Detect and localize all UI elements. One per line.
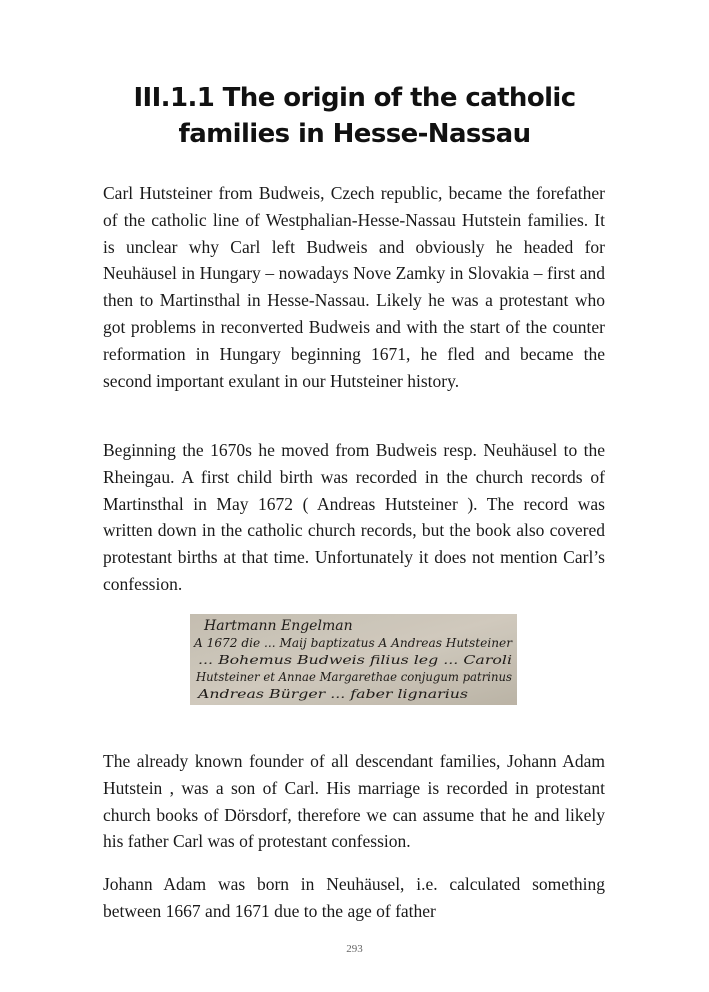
record-line-5: Andreas Bürger ... faber lignarius: [196, 686, 468, 701]
paragraph-carl-origin: Carl Hutsteiner from Budweis, Czech republic, became the forefather of the catholic line of Westphalian-Hesse-Nassau Hutstein families. It is unclear why Carl left Budweis and obviously he headed for Neuhäusel in Hungary – nowadays Nove Zamky in Slovakia – first and then to Martinsthal in Hesse-Nassau. Likely he was a protestant who got problems in reconverted Budweis and with the start of the counter reformation in Hungary beginning 1671, he fled and became the second important exulant in our Hutsteiner history.: [103, 183, 605, 391]
page-number: 293: [346, 943, 363, 955]
record-line-2: A 1672 die ... Maij baptizatus A Andreas Hutsteiner: [193, 635, 513, 650]
record-line-1: Hartmann Engelman: [204, 618, 353, 634]
paragraph-rheingau-move: Beginning the 1670s he moved from Budweis resp. Neuhäusel to the Rheingau. A first child birth was recorded in the church records of Martinsthal in May 1672 ( Andreas Hutsteiner ). The record was written down in the catholic church records, but the book also covered protestant births at that time. Unfortunately it does not mention Carl’s confession.: [103, 440, 605, 594]
paragraph-johann-adam-founder: The already known founder of all descendant families, Johann Adam Hutstein , was a son of Carl. His marriage is recorded in protestant church books of Dörsdorf, therefore we can assume that he and likely his father Carl was of protestant confession.: [103, 751, 605, 852]
record-line-4: Hutsteiner et Annae Margarethae conjugum patrinus: [195, 669, 513, 684]
page-title: [80, 80, 629, 152]
page-title-line-2: families in Hesse-Nassau: [178, 119, 531, 149]
page-title-line-1: III.1.1 The origin of the catholic: [133, 83, 576, 113]
church-record-image: [190, 614, 517, 705]
paragraph-johann-adam-birth: Johann Adam was born in Neuhäusel, i.e. calculated something between 1667 and 1671 due to the age of father: [103, 874, 605, 921]
record-line-3: ... Bohemus Budweis filius leg ... Caroli: [198, 652, 512, 667]
